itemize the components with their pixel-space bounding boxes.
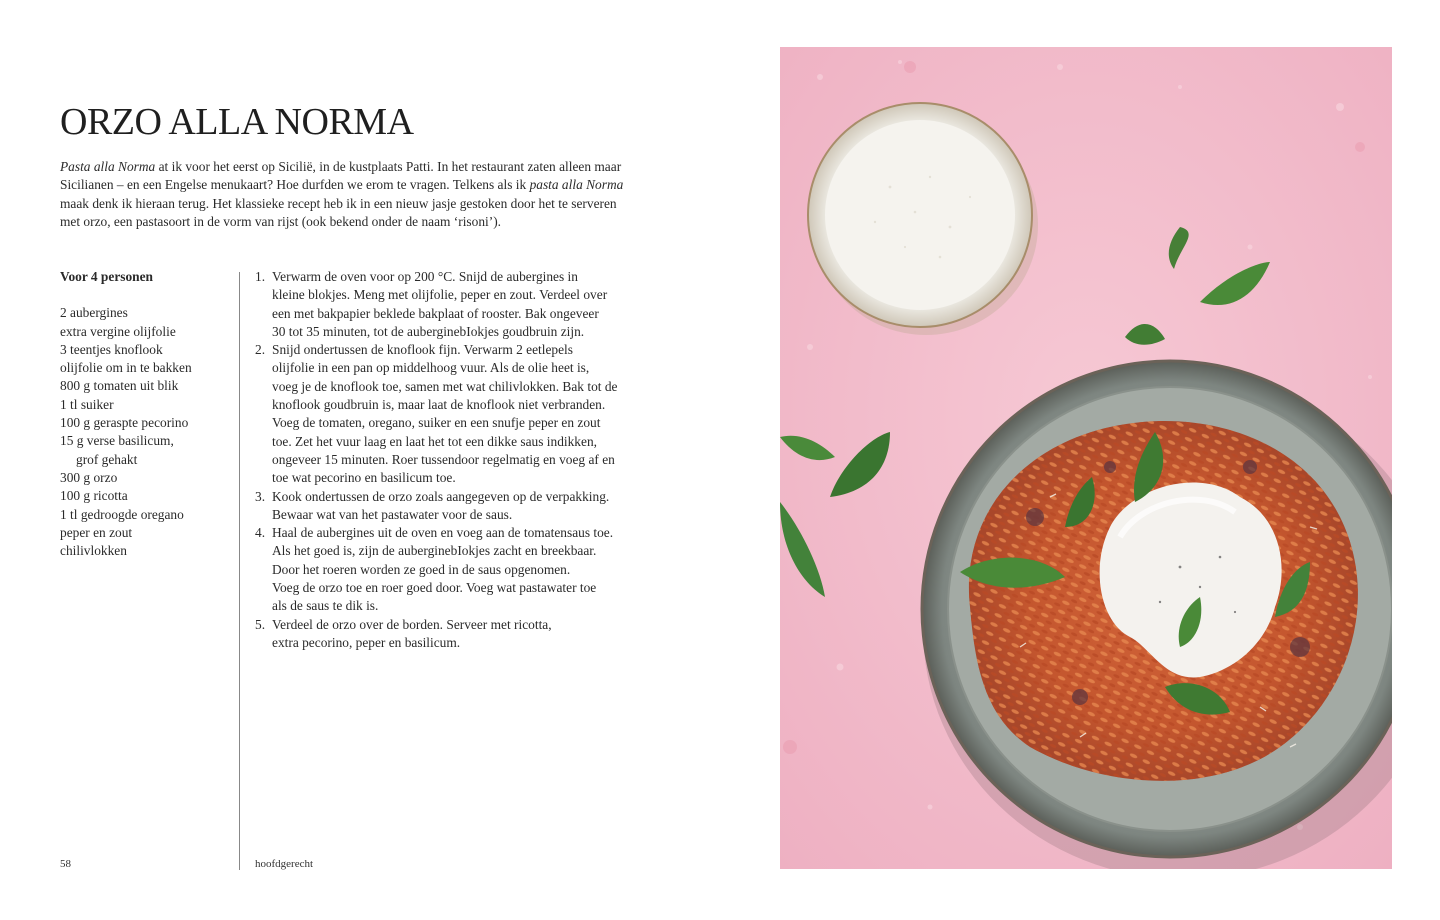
step-text-line: een met bakpapier beklede bakplaat of rooster. Bak ongeveer [272, 305, 599, 321]
method-step [252, 616, 636, 653]
ingredient-item: extra vergine olijfolie [60, 323, 176, 339]
ingredient-item: peper en zout [60, 524, 133, 540]
intro-italic-dish-name-2: pasta alla Norma [529, 177, 624, 193]
step-text-line: als de saus te dik is. [272, 598, 379, 614]
ingredient-item: 15 g verse basilicum, [60, 433, 174, 449]
ingredient-item: olijfolie om in te bakken [60, 360, 192, 376]
step-text-line: Verdeel de orzo over de borden. Serveer met ricotta, [272, 616, 552, 632]
step-text-line: voeg je de knoflook toe, samen met wat chilivlokken. Bak tot de [272, 378, 618, 394]
ingredient-item: 1 tl gedroogde oregano [60, 506, 184, 522]
intro-text-1: at ik voor het eerst op Sicilië, in de kustplaats Patti. In het restaurant zaten alleen maar Sicilianen – en een Engelse menukaart? Hoe durfden we erom te vragen. Telkens als ik [60, 159, 622, 193]
step-text-line: Haal de aubergines uit de oven en voeg aan de tomatensaus toe. [272, 525, 614, 541]
ingredient-item: 1 tl suiker [60, 396, 114, 412]
step-number: 5. [255, 616, 266, 632]
section-name: hoofdgerecht [255, 858, 314, 870]
servings-heading: Voor 4 personen [60, 269, 154, 284]
ingredient-item: 300 g orzo [60, 469, 118, 485]
page-number: 58 [60, 858, 71, 870]
step-text-line: knoflook goudbruin is, maar laat de knoflook niet verbranden. [272, 397, 606, 413]
ingredient-item: 100 g geraspte pecorino [60, 415, 189, 431]
step-text-line: Verwarm de oven voor op 200 °C. Snijd de aubergines in [272, 269, 578, 284]
method-step [252, 268, 636, 341]
intro-italic-dish-name: Pasta alla Norma [60, 159, 156, 174]
step-text-line: toe. Zet het vuur laag en laat het tot een dikke saus indikken, [272, 433, 597, 449]
intro-text-2: maak denk ik hieraan terug. Het klassieke recept heb ik in een nieuw jasje gestoken door het te serveren met orzo, een pastasoort in de vorm van rijst (ook bekend onder de naam ‘risoni’). [60, 195, 617, 229]
step-number: 4. [255, 525, 266, 541]
method-step [252, 524, 636, 615]
step-text-line: olijfolie in een pan op middelhoog vuur. Als de olie heet is, [272, 360, 590, 376]
step-text-line: 30 tot 35 minuten, tot de auberginebIokjes goudbruin zijn. [272, 323, 585, 339]
dish-photo-illustration [780, 47, 1392, 869]
ingredient-item: 800 g tomaten uit blik [60, 378, 179, 394]
ingredient-list [60, 304, 230, 560]
step-text-line: Door het roeren worden ze goed in de saus opgenomen. [272, 561, 571, 577]
step-number: 1. [255, 269, 266, 284]
step-text-line: Als het goed is, zijn de auberginebIokjes zacht en breekbaar. [272, 543, 597, 559]
ingredient-item: grof gehakt [76, 451, 138, 467]
dish-photo [780, 47, 1392, 869]
step-text-line: Bewaar wat van het pastawater voor de saus. [272, 506, 513, 522]
ingredients-column [60, 268, 230, 560]
step-number: 2. [255, 342, 266, 358]
ingredient-item: 3 teentjes knoflook [60, 341, 163, 357]
step-text-line: Voeg de orzo toe en roer goed door. Voeg wat pastawater toe [272, 580, 597, 596]
step-text-line: extra pecorino, peper en basilicum. [272, 634, 461, 650]
step-text-line: toe wat pecorino en basilicum toe. [272, 470, 456, 486]
step-number: 3. [255, 488, 266, 504]
step-text-line: ongeveer 15 minuten. Roer tussendoor regelmatig en voeg af en [272, 451, 615, 467]
ingredient-item: chilivlokken [60, 543, 127, 559]
method-step [252, 488, 636, 525]
method-steps [252, 268, 636, 652]
recipe-intro [60, 158, 640, 231]
method-step [252, 341, 636, 487]
step-text-line: Snijd ondertussen de knoflook fijn. Verwarm 2 eetlepels [272, 342, 573, 358]
ingredient-item: 100 g ricotta [60, 488, 128, 504]
step-text-line: Voeg de tomaten, oregano, suiker en een snufje peper en zout [272, 415, 601, 431]
column-divider [239, 272, 240, 870]
recipe-title: ORZO ALLA NORMA [60, 101, 414, 143]
step-text-line: kleine blokjes. Meng met olijfolie, peper en zout. Verdeel over [272, 287, 608, 303]
step-text-line: Kook ondertussen de orzo zoals aangegeven op de verpakking. [272, 488, 610, 504]
ingredient-item: 2 aubergines [60, 305, 128, 321]
